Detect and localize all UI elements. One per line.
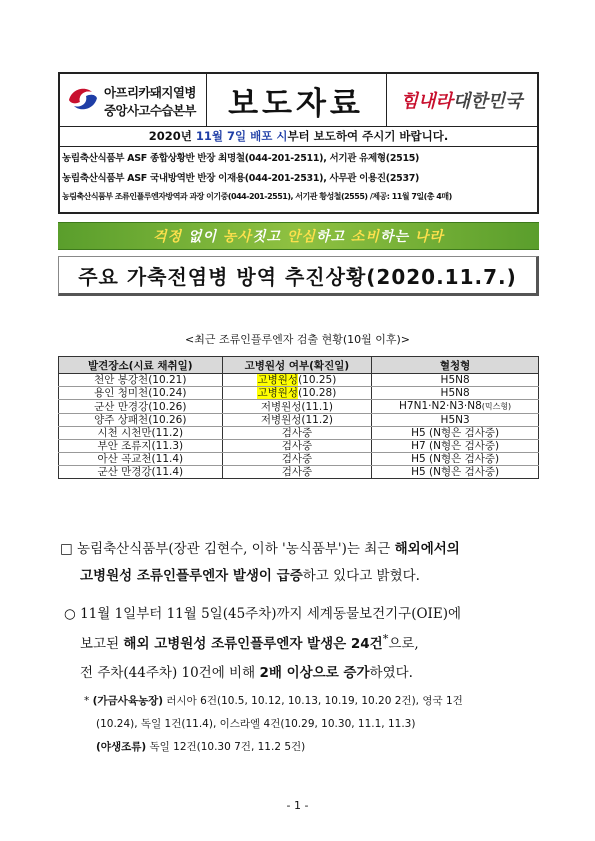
high-path-highlight: 고병원성 bbox=[257, 374, 299, 386]
serotype-cell bbox=[372, 387, 539, 400]
slogan-banner bbox=[58, 222, 539, 250]
banner-word: 소비 bbox=[350, 229, 380, 245]
table-row bbox=[59, 440, 539, 453]
footnote-text: 러시아 6건(10.5, 10.12, 10.13, 10.19, 10.20 2건), 영국 1건 bbox=[163, 695, 463, 707]
column-header: 고병원성 여부(확진일) bbox=[222, 357, 372, 374]
main-title: 주요 가축전염병 방역 추진상황(2020.11.7.) bbox=[78, 264, 517, 289]
footnote-line-1 bbox=[84, 693, 463, 708]
status-cell bbox=[222, 400, 372, 414]
org-name-line1: 아프리카돼지열병 bbox=[104, 85, 196, 100]
embargo-date: 11월 7일 배포 시 bbox=[195, 129, 288, 143]
place-cell: 아산 곡교천(11.4) bbox=[59, 453, 223, 466]
table-body bbox=[59, 374, 539, 479]
emphasis-text: 고병원성 조류인플루엔자 발생이 급증 bbox=[80, 568, 303, 584]
status-cell bbox=[222, 374, 372, 387]
banner-text bbox=[153, 226, 444, 246]
text-run: 보고된 bbox=[80, 636, 124, 652]
status-text: 검사중 bbox=[281, 427, 313, 439]
main-title-box bbox=[58, 256, 539, 296]
slogan-logo bbox=[401, 87, 523, 113]
footnote-line-3 bbox=[96, 739, 305, 754]
footnote-label: (가금사육농장) bbox=[92, 695, 164, 707]
banner-word: 안심 bbox=[286, 229, 316, 245]
place-cell: 천안 봉강천(10.21) bbox=[59, 374, 223, 387]
banner-word: 걱정 bbox=[153, 229, 183, 245]
place-cell: 시천 시천만(11.2) bbox=[59, 427, 223, 440]
banner-word: 나라 bbox=[414, 229, 444, 245]
embargo-post: 부터 보도하여 주시기 바랍니다. bbox=[287, 129, 449, 143]
serotype-text: H7 (N형은 검사중) bbox=[411, 440, 500, 452]
org-name-line2: 중앙사고수습본부 bbox=[104, 103, 196, 118]
status-cell bbox=[222, 414, 372, 427]
serotype-cell bbox=[372, 400, 539, 414]
serotype-cell bbox=[372, 453, 539, 466]
banner-word: 없이 bbox=[182, 229, 223, 245]
text-run: 으로, bbox=[388, 636, 419, 652]
table-row bbox=[59, 466, 539, 479]
contact-line-2: 농림축산식품부 ASF 국내방역반 반장 이재용(044-201-2531), 사무관 이용진(2537) bbox=[62, 173, 420, 184]
place-cell: 군산 만경강(11.4) bbox=[59, 466, 223, 479]
place-cell: 양주 상패천(10.26) bbox=[59, 414, 223, 427]
emphasis-text: 해외 고병원성 조류인플루엔자 발생은 24건 bbox=[123, 636, 383, 652]
table-row bbox=[59, 427, 539, 440]
status-text: 저병원성(11.2) bbox=[260, 414, 333, 426]
status-text: (10.25) bbox=[298, 374, 337, 386]
serotype-text: H5N8 bbox=[440, 374, 470, 386]
paragraph-2-line-3 bbox=[80, 661, 413, 681]
status-text: 검사중 bbox=[281, 440, 313, 452]
column-header: 발견장소(시료 채취일) bbox=[59, 357, 223, 374]
serotype-text: H5N8 bbox=[440, 387, 470, 399]
serotype-cell bbox=[372, 440, 539, 453]
slogan-part2: 대한민국 bbox=[452, 91, 523, 112]
serotype-text: H5 (N형은 검사중) bbox=[411, 453, 500, 465]
table-row bbox=[59, 374, 539, 387]
banner-word: 하는 bbox=[379, 229, 415, 245]
emphasis-text: 2배 이상으로 증가 bbox=[259, 665, 370, 681]
paragraph-1-line-2 bbox=[80, 564, 420, 584]
status-text: 검사중 bbox=[281, 466, 313, 478]
page-number: - 1 - bbox=[286, 799, 309, 812]
status-cell bbox=[222, 427, 372, 440]
press-header bbox=[58, 72, 539, 214]
press-title-cell bbox=[206, 74, 387, 126]
column-header: 혈청형 bbox=[372, 357, 539, 374]
text-run: 하였다. bbox=[369, 665, 413, 681]
footnote-line-2: (10.24), 독일 1건(11.4), 이스라엘 4건(10.29, 10.30, 11.1, 11.3) bbox=[96, 718, 416, 730]
embargo-pre: 2020년 bbox=[148, 129, 196, 143]
serotype-cell bbox=[372, 374, 539, 387]
status-cell bbox=[222, 466, 372, 479]
ai-detection-table bbox=[58, 356, 539, 479]
status-cell bbox=[222, 440, 372, 453]
footnote-label: (야생조류) bbox=[96, 741, 147, 753]
header-top-row bbox=[60, 74, 537, 127]
status-cell bbox=[222, 453, 372, 466]
paragraph-2-line-1: ○ 11월 1일부터 11월 5일(45주차)까지 세계동물보건기구(OIE)에 bbox=[64, 606, 462, 622]
slogan-part1: 힘내라 bbox=[400, 91, 453, 112]
government-emblem-icon bbox=[66, 82, 100, 116]
table-row bbox=[59, 414, 539, 427]
serotype-cell bbox=[372, 427, 539, 440]
emphasis-text: 해외에서의 bbox=[394, 541, 460, 557]
org-logo-cell bbox=[60, 74, 207, 126]
place-cell: 부안 조류지(11.3) bbox=[59, 440, 223, 453]
table-row bbox=[59, 400, 539, 414]
status-text: (10.28) bbox=[298, 387, 337, 399]
paragraph-1-line-1 bbox=[60, 537, 460, 557]
place-cell: 용인 청미천(10.24) bbox=[59, 387, 223, 400]
banner-word: 짓고 bbox=[251, 229, 287, 245]
status-text: 저병원성(11.1) bbox=[260, 400, 333, 413]
contact-line-1: 농림축산식품부 ASF 종합상황반 반장 최명철(044-201-2511), 서기관 유제형(2515) bbox=[62, 153, 420, 164]
high-path-highlight: 고병원성 bbox=[257, 387, 299, 399]
embargo-notice bbox=[60, 127, 537, 147]
text-run: □ 농림축산식품부(장관 김현수, 이하 '농식품부')는 최근 bbox=[60, 541, 395, 557]
place-cell: 군산 만경강(10.26) bbox=[59, 400, 223, 414]
serotype-text: H5 (N형은 검사중) bbox=[411, 427, 500, 439]
serotype-cell bbox=[372, 466, 539, 479]
paragraph-2-line-2 bbox=[80, 632, 419, 652]
table-row bbox=[59, 453, 539, 466]
serotype-text: H5 (N형은 검사중) bbox=[411, 466, 500, 478]
footnote-text: 독일 12건(10.30 7건, 11.2 5건) bbox=[146, 741, 306, 753]
footnote-star: * bbox=[84, 695, 93, 707]
press-title: 보도자료 bbox=[228, 85, 364, 122]
table-caption: <최근 조류인플루엔자 검출 현황(10월 이후)> bbox=[184, 333, 410, 346]
slogan-cell bbox=[386, 74, 537, 126]
contact-line-3: 농림축산식품부 조류인플루엔자방역과 과장 이기중(044-201-2551), 서기관 황성철(2555) /제공: 11월 7일(총 4매) bbox=[62, 192, 452, 201]
banner-word: 하고 bbox=[315, 229, 351, 245]
banner-word: 농사 bbox=[222, 229, 252, 245]
footnote-marker: * bbox=[382, 632, 389, 646]
status-cell bbox=[222, 387, 372, 400]
serotype-text: H5N3 bbox=[440, 414, 470, 426]
serotype-tag: (믹스형) bbox=[481, 402, 512, 411]
table-header-row bbox=[59, 357, 539, 374]
text-run: 전 주차(44주차) 10건에 비해 bbox=[80, 665, 260, 681]
serotype-cell bbox=[372, 414, 539, 427]
status-text: 검사중 bbox=[281, 453, 313, 465]
serotype-text: H7N1·N2·N3·N8 bbox=[399, 400, 482, 412]
table-row bbox=[59, 387, 539, 400]
text-run: 하고 있다고 밝혔다. bbox=[302, 568, 420, 584]
